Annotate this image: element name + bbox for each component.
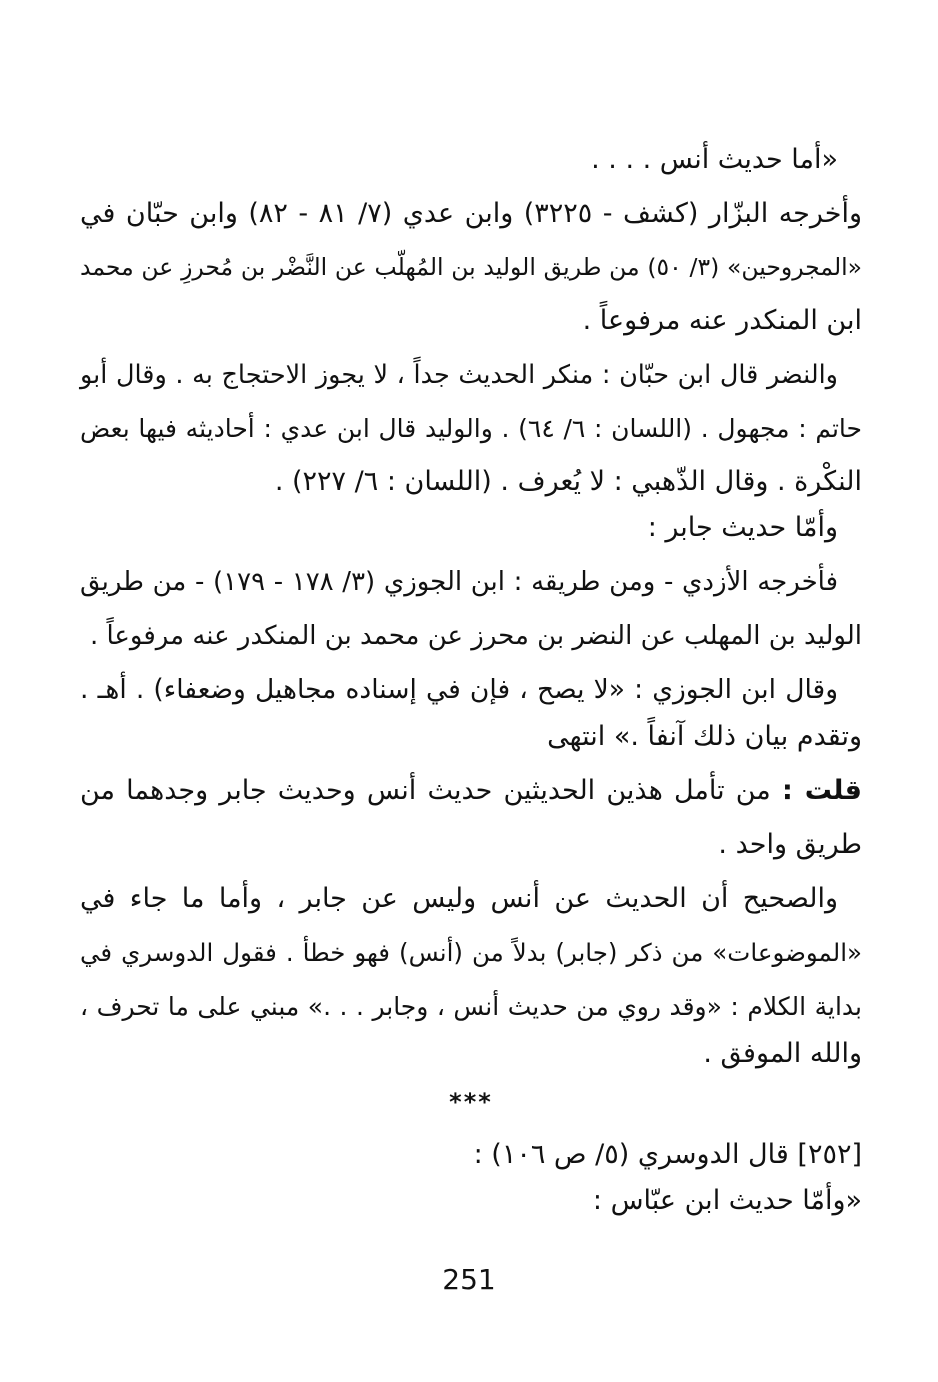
text-line-1: «أما حديث أنس . . . . [591, 144, 838, 175]
text-line-8: وأمّا حديث جابر : [647, 512, 838, 543]
qult-label: قلت : [781, 775, 862, 806]
text-line-20: «وأمّا حديث ابن عبّاس : [592, 1185, 862, 1216]
text-line-4: ابن المنكدر عنه مرفوعاً . [582, 305, 862, 336]
text-line-18: والله الموفق . [703, 1038, 862, 1069]
text-line-3: «المجروحين» (٣/ ٥٠) من طريق الوليد بن المُهلّب عن النَّضْر بن مُحرزِ عن محمد [80, 253, 863, 281]
text-line-14: طريق واحد . [718, 829, 862, 860]
text-line-15: والصحيح أن الحديث عن أنس وليس عن جابر ، وأما ما جاء في [80, 883, 838, 914]
text-line-7: النكْرة . وقال الذّهبي : لا يُعرف . (اللسان : ٦/ ٢٢٧) . [274, 466, 862, 497]
page-number: 251 [442, 1263, 496, 1296]
qult-paragraph-line [80, 771, 862, 811]
text-line-9: فأخرجه الأزدي - ومن طريقه : ابن الجوزي (٣/ ١٧٨ - ١٧٩) - من طريق [80, 567, 838, 597]
text-line-12: وتقدم بيان ذلك آنفاً .» انتهى [547, 721, 862, 752]
text-line-2: وأخرجه البزّار (كشف - ٣٢٢٥) وابن عدي (٧/ ٨١ - ٨٢) وابن حبّان في [80, 198, 862, 229]
section-separator: *** [449, 1088, 493, 1116]
text-line-6: حاتم : مجهول . (اللسان : ٦/ ٦٤) . والوليد قال ابن عدي : أحاديثه فيها بعض [80, 414, 862, 443]
text-line-5: والنضر قال ابن حبّان : منكر الحديث جداً ، لا يجوز الاحتجاج به . وقال أبو [80, 360, 838, 390]
entry-heading: [٢٥٢] قال الدوسري (٥/ ص ١٠٦) : [473, 1139, 862, 1170]
qult-text: من تأمل هذين الحديثين حديث أنس وحديث جابر وجدهما من [80, 775, 771, 806]
text-line-17: بداية الكلام : «وقد روي من حديث أنس ، وجابر . . .» مبني على ما تحرف ، [80, 992, 862, 1021]
text-line-10: الوليد بن المهلب عن النضر بن محرز عن محمد بن المنكدر عنه مرفوعاً . [89, 621, 862, 651]
text-line-16: «الموضوعات» من ذكر (جابر) بدلاً من (أنس) فهو خطأ . فقول الدوسري في [80, 938, 862, 967]
book-page [80, 135, 862, 1315]
text-line-11: وقال ابن الجوزي : «لا يصح ، فإن في إسناده مجاهيل وضعفاء) . أهـ . [80, 674, 838, 705]
